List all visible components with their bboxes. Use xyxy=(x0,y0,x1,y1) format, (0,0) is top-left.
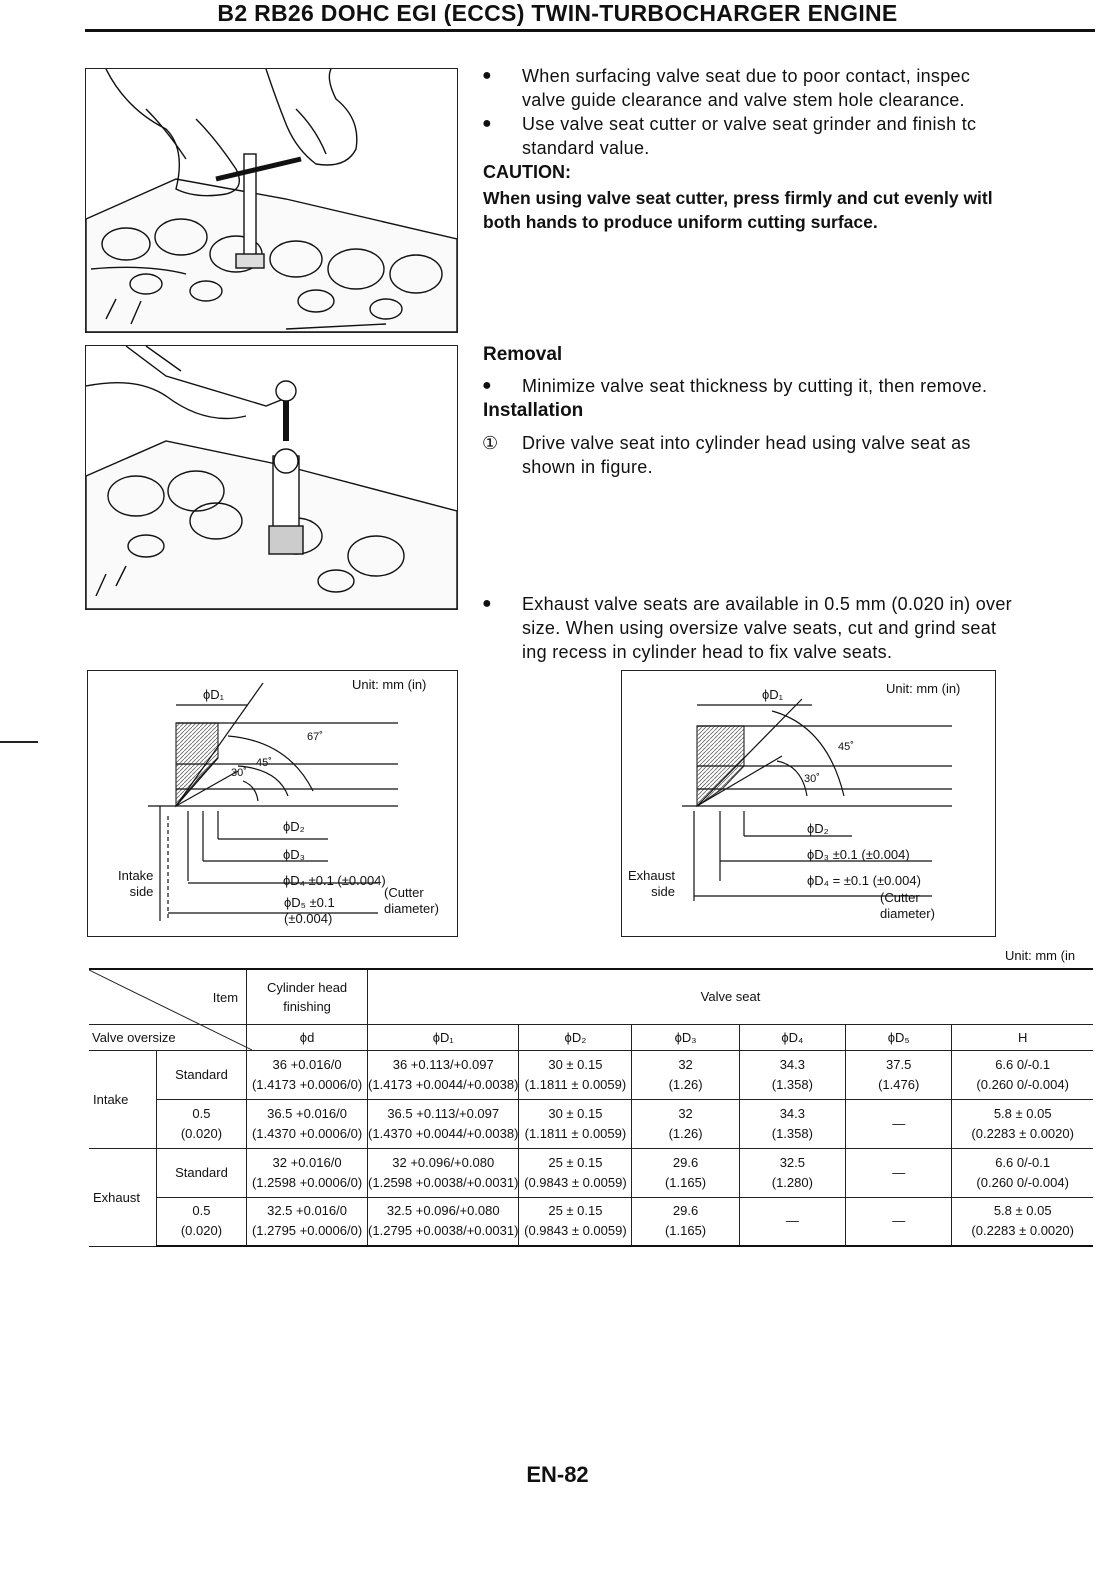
table-cell: 32.5 +0.016/0 (1.2795 +0.0006/0) xyxy=(247,1197,368,1246)
column-header: ϕD₄ xyxy=(739,1024,845,1050)
table-cell: 32.5 (1.280) xyxy=(739,1148,845,1197)
table-cell: 32.5 +0.096/+0.080 (1.2795 +0.0038/+0.0031) xyxy=(368,1197,519,1246)
column-header: ϕD₂ xyxy=(519,1024,632,1050)
header-rule xyxy=(85,29,1095,32)
diagram-unit: Unit: mm (in) xyxy=(352,677,427,692)
oversize-label: Valve oversize xyxy=(89,1024,247,1050)
table-cell: 29.6 (1.165) xyxy=(632,1197,739,1246)
oversize-cell: Standard xyxy=(156,1050,246,1099)
label-angle-45: 45˚ xyxy=(838,741,854,753)
oversize-cell: 0.5 (0.020) xyxy=(156,1099,246,1148)
column-header: ϕD₅ xyxy=(846,1024,952,1050)
label-d3: ϕD₃ xyxy=(283,847,305,862)
label-d2: ϕD₂ xyxy=(807,821,829,836)
oversize-cell: Standard xyxy=(156,1148,246,1197)
label-cutter: (Cutter diameter) xyxy=(384,885,439,916)
table-cell: 29.6 (1.165) xyxy=(632,1148,739,1197)
oversize-cell: 0.5 (0.020) xyxy=(156,1197,246,1246)
column-header: ϕD₁ xyxy=(368,1024,519,1050)
label-cutter: (Cutter diameter) xyxy=(880,890,935,921)
page-number: EN-82 xyxy=(526,1462,589,1487)
margin-mark xyxy=(0,741,38,743)
table-cell: 32 +0.016/0 (1.2598 +0.0006/0) xyxy=(247,1148,368,1197)
label-exhaust-side: Exhaust side xyxy=(628,868,675,899)
table-cell: 30 ± 0.15 (1.1811 ± 0.0059) xyxy=(519,1099,632,1148)
table-cell: — xyxy=(846,1099,952,1148)
cyl-head-label: Cylinder head finishing xyxy=(247,969,368,1024)
label-d3: ϕD₃ ±0.1 (±0.004) xyxy=(807,847,910,862)
table-row xyxy=(89,1197,1093,1246)
column-header: ϕD₃ xyxy=(632,1024,739,1050)
table-body xyxy=(89,1050,1093,1246)
table-cell: — xyxy=(739,1197,845,1246)
table-cell: 34.3 (1.358) xyxy=(739,1099,845,1148)
table-row xyxy=(89,1050,1093,1099)
intake-valve-seat-diagram xyxy=(87,670,458,937)
caution-text: When using valve seat cutter, press firmly and cut evenly witl both hands to produce uniform cutting surface. xyxy=(483,188,993,232)
label-d1: ϕD₁ xyxy=(762,687,784,702)
table-unit: Unit: mm (in xyxy=(1005,948,1076,963)
removal-heading: Removal xyxy=(483,344,563,365)
table-cell: 32 (1.26) xyxy=(632,1050,739,1099)
label-d4: ϕD₄ = ±0.1 (±0.004) xyxy=(807,873,921,888)
table-cell: 25 ± 0.15 (0.9843 ± 0.0059) xyxy=(519,1197,632,1246)
table-cell: 37.5 (1.476) xyxy=(846,1050,952,1099)
group-label: Intake xyxy=(89,1050,156,1148)
table-row xyxy=(89,1148,1093,1197)
label-d5: ϕD₅ ±0.1 (±0.004) xyxy=(284,895,335,926)
label-d1: ϕD₁ xyxy=(203,687,225,702)
table-cell: 36.5 +0.113/+0.097 (1.4370 +0.0044/+0.0038) xyxy=(368,1099,519,1148)
exhaust-valve-seat-diagram xyxy=(621,670,996,937)
valve-seat-drift-illustration xyxy=(85,345,458,610)
table-cell: 5.8 ± 0.05 (0.2283 ± 0.0020) xyxy=(952,1099,1093,1148)
header-corner xyxy=(89,969,247,1024)
diagram-unit: Unit: mm (in) xyxy=(886,681,961,696)
item-label: Item xyxy=(212,990,239,1005)
label-d2: ϕD₂ xyxy=(283,819,305,834)
table-cell: — xyxy=(846,1197,952,1246)
column-header: H xyxy=(952,1024,1093,1050)
column-header: ϕd xyxy=(247,1024,368,1050)
table-cell: 32 (1.26) xyxy=(632,1099,739,1148)
table-cell: 36 +0.113/+0.097 (1.4173 +0.0044/+0.0038) xyxy=(368,1050,519,1099)
label-angle-30: 30˚ xyxy=(804,773,820,785)
valve-seat-cutter-illustration xyxy=(85,68,458,333)
table-cell: 32 +0.096/+0.080 (1.2598 +0.0038/+0.0031) xyxy=(368,1148,519,1197)
table-row xyxy=(89,1099,1093,1148)
caution-label: CAUTION: xyxy=(483,162,571,182)
table-cell: 30 ± 0.15 (1.1811 ± 0.0059) xyxy=(519,1050,632,1099)
label-angle-67: 67˚ xyxy=(307,731,323,743)
table-cell: 36.5 +0.016/0 (1.4370 +0.0006/0) xyxy=(247,1099,368,1148)
table-cell: 34.3 (1.358) xyxy=(739,1050,845,1099)
valve-seat-spec-table xyxy=(89,968,1093,1247)
table-cell: 5.8 ± 0.05 (0.2283 ± 0.0020) xyxy=(952,1197,1093,1246)
table-cell: 25 ± 0.15 (0.9843 ± 0.0059) xyxy=(519,1148,632,1197)
label-angle-30: 30˚ xyxy=(231,767,247,779)
label-angle-45: 45˚ xyxy=(256,757,272,769)
label-d4: ϕD₄ ±0.1 (±0.004) xyxy=(283,873,386,888)
table-cell: 6.6 0/-0.1 (0.260 0/-0.004) xyxy=(952,1050,1093,1099)
table-cell: — xyxy=(846,1148,952,1197)
installation-heading: Installation xyxy=(483,400,584,421)
label-intake-side: Intake side xyxy=(118,868,154,899)
page-title: B2 RB26 DOHC EGI (ECCS) TWIN-TURBOCHARGER ENGINE xyxy=(217,0,898,26)
group-label: Exhaust xyxy=(89,1148,156,1246)
table-cell: 6.6 0/-0.1 (0.260 0/-0.004) xyxy=(952,1148,1093,1197)
valve-seat-label: Valve seat xyxy=(368,969,1093,1024)
table-cell: 36 +0.016/0 (1.4173 +0.0006/0) xyxy=(247,1050,368,1099)
